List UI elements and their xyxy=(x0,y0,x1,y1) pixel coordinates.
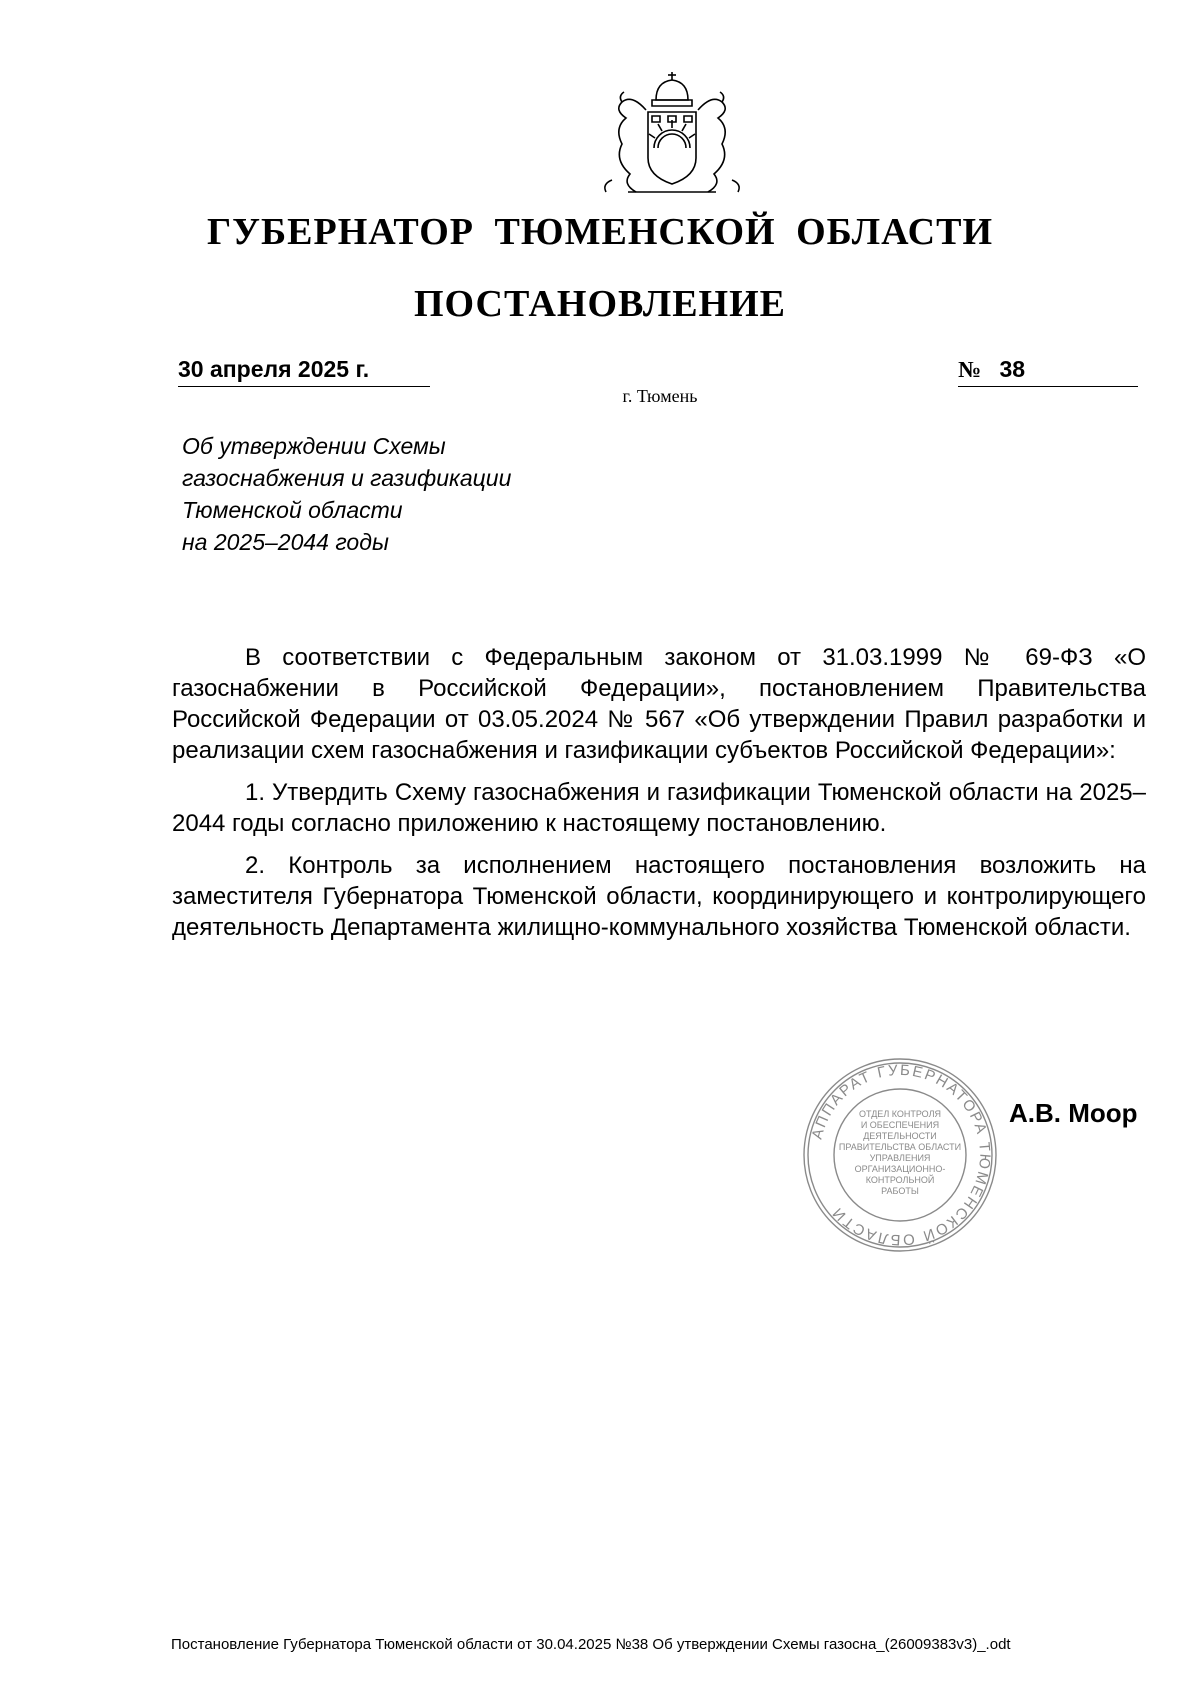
document-body xyxy=(172,642,1146,954)
subject-line: Тюменской области xyxy=(182,497,403,523)
stamp-inner-line: КОНТРОЛЬНОЙ xyxy=(865,1175,935,1185)
document-number: 38 xyxy=(999,356,1026,382)
subject-line: газоснабжения и газификации xyxy=(182,465,512,491)
signatory-name: А.В. Моор xyxy=(1009,1098,1138,1128)
subject-line: на 2025–2044 годы xyxy=(182,529,389,555)
stamp-inner-line: ОРГАНИЗАЦИОННО- xyxy=(854,1164,946,1174)
number-sign: № xyxy=(958,357,982,382)
document-type-heading: ПОСТАНОВЛЕНИЕ xyxy=(413,283,787,325)
document-number-field xyxy=(958,356,1138,387)
issuing-authority-heading: ГУБЕРНАТОР ТЮМЕНСКОЙ ОБЛАСТИ xyxy=(206,211,994,253)
document-subject xyxy=(182,430,511,558)
clause-1-paragraph: 1. Утвердить Схему газоснабжения и газификации Тюменской области на 2025–2044 годы согласно приложению к настоящему постановлению. xyxy=(172,779,1146,837)
clause-2-paragraph: 2. Контроль за исполнением настоящего постановления возложить на заместителя Губернатора Тюменской области, координирующего и контролирующего деятельность Департамента жилищно-коммунального хозяйства Тюменской области. xyxy=(172,852,1146,941)
stamp-inner-line: УПРАВЛЕНИЯ xyxy=(869,1153,931,1163)
preamble-paragraph: В соответствии с Федеральным законом от 31.03.1999 № 69-ФЗ «О газоснабжении в Российской Федерации», постановлением Правительства Российской Федерации от 03.05.2024 № 567 «Об утверждении Правил разработки и реализации схем газоснабжения и газификации субъектов Российской Федерации»: xyxy=(172,644,1146,764)
document-date: 30 апреля 2025 г. xyxy=(178,356,430,387)
stamp-inner-line: И ОБЕСПЕЧЕНИЯ xyxy=(860,1120,940,1130)
document-footer: Постановление Губернатора Тюменской области от 30.04.2025 №38 Об утверждении Схемы газосна_(26009383v3)_.odt xyxy=(171,1636,1011,1653)
stamp-inner-line: ДЕЯТЕЛЬНОСТИ xyxy=(863,1131,937,1141)
stamp-inner-line: ОТДЕЛ КОНТРОЛЯ xyxy=(859,1109,941,1119)
stamp-inner-line: ПРАВИТЕЛЬСТВА ОБЛАСТИ xyxy=(838,1142,962,1152)
subject-line: Об утверждении Схемы xyxy=(182,433,446,459)
issue-city: г. Тюмень xyxy=(622,386,698,406)
stamp-inner-line: РАБОТЫ xyxy=(881,1186,919,1196)
coat-of-arms-emblem xyxy=(592,70,752,200)
official-stamp xyxy=(800,1055,1000,1255)
stamp-outer-text: АППАРАТ ГУБЕРНАТОРА ТЮМЕНСКОЙ ОБЛАСТИ xyxy=(808,1061,994,1249)
